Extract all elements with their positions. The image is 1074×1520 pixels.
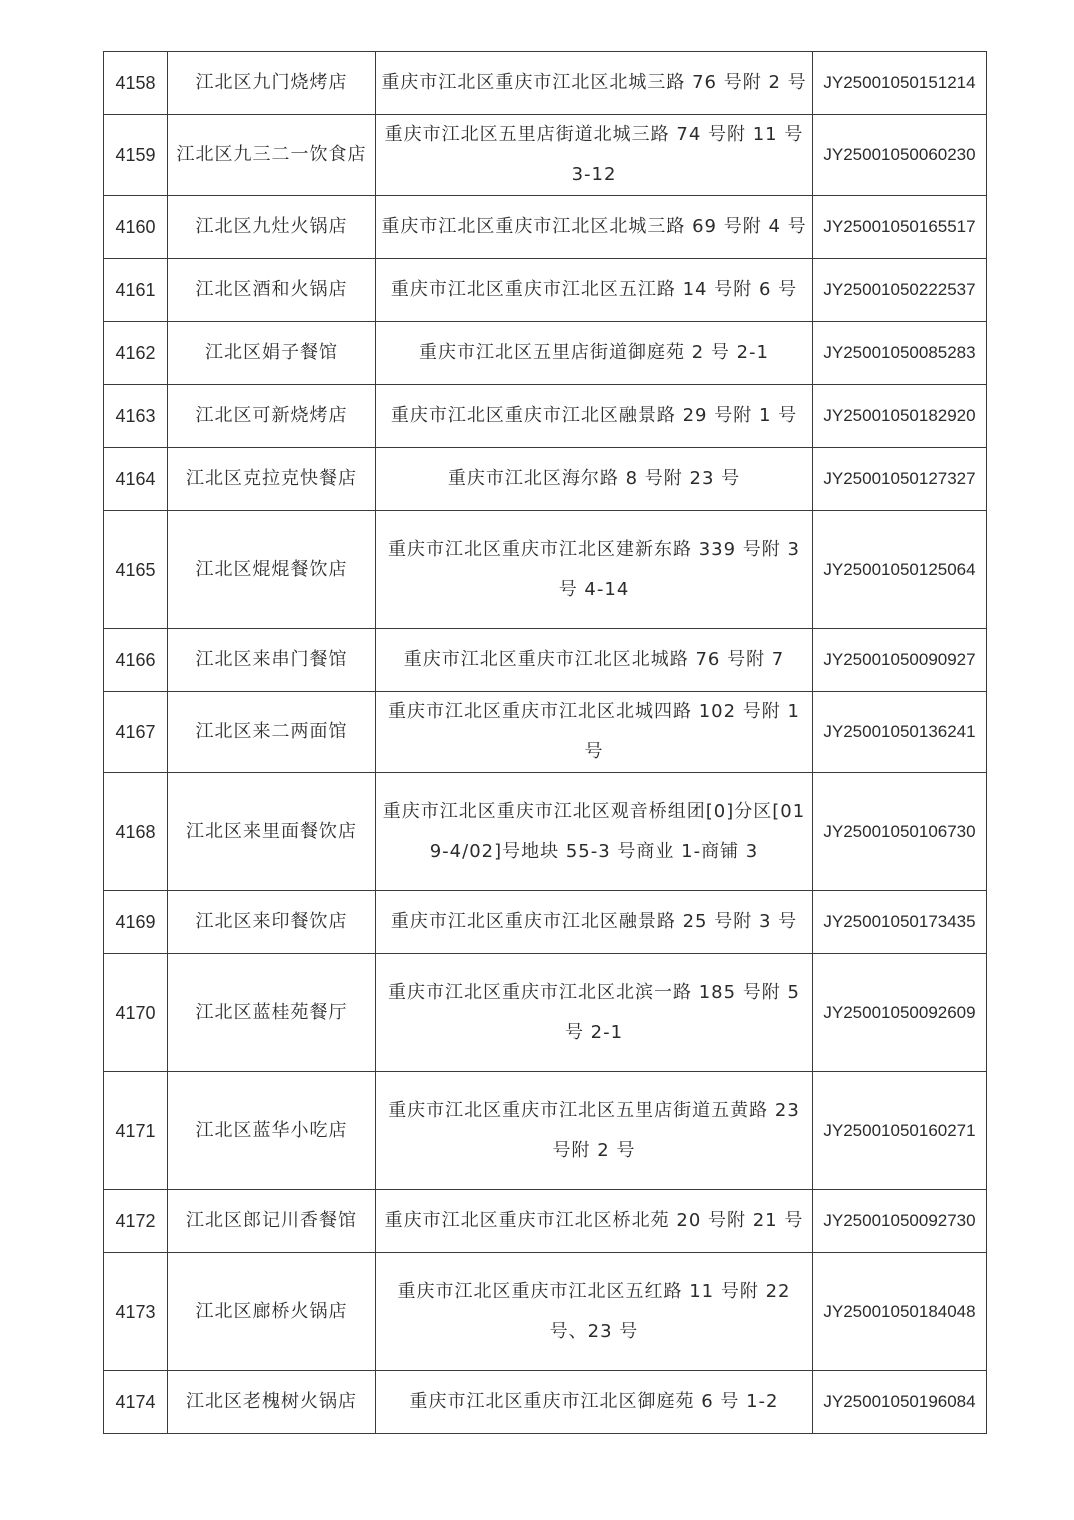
business-name: 江北区九灶火锅店 (168, 196, 376, 259)
license-number: JY25001050222537 (813, 259, 987, 322)
license-number: JY25001050151214 (813, 52, 987, 115)
table-row (104, 891, 987, 954)
row-number: 4166 (104, 629, 168, 692)
business-address: 重庆市江北区重庆市江北区北滨一路 185 号附 5 号 2-1 (376, 954, 813, 1072)
table-row (104, 385, 987, 448)
business-name: 江北区酒和火锅店 (168, 259, 376, 322)
row-number: 4162 (104, 322, 168, 385)
business-address: 重庆市江北区重庆市江北区北城三路 69 号附 4 号 (376, 196, 813, 259)
row-number: 4174 (104, 1371, 168, 1434)
business-name: 江北区来里面餐饮店 (168, 773, 376, 891)
table-row (104, 448, 987, 511)
business-address: 重庆市江北区五里店街道御庭苑 2 号 2-1 (376, 322, 813, 385)
license-number: JY25001050092730 (813, 1190, 987, 1253)
row-number: 4172 (104, 1190, 168, 1253)
license-number: JY25001050136241 (813, 692, 987, 773)
license-number: JY25001050173435 (813, 891, 987, 954)
business-address: 重庆市江北区重庆市江北区桥北苑 20 号附 21 号 (376, 1190, 813, 1253)
table-row (104, 52, 987, 115)
business-name: 江北区九门烧烤店 (168, 52, 376, 115)
business-address: 重庆市江北区重庆市江北区五里店街道五黄路 23 号附 2 号 (376, 1072, 813, 1190)
row-number: 4161 (104, 259, 168, 322)
table-row (104, 322, 987, 385)
business-address: 重庆市江北区重庆市江北区北城路 76 号附 7 (376, 629, 813, 692)
row-number: 4164 (104, 448, 168, 511)
business-name: 江北区蓝华小吃店 (168, 1072, 376, 1190)
business-name: 江北区焜焜餐饮店 (168, 511, 376, 629)
business-name: 江北区九三二一饮食店 (168, 115, 376, 196)
table-row (104, 1371, 987, 1434)
business-address: 重庆市江北区重庆市江北区建新东路 339 号附 3 号 4-14 (376, 511, 813, 629)
business-name: 江北区来二两面馆 (168, 692, 376, 773)
business-name: 江北区克拉克快餐店 (168, 448, 376, 511)
license-number: JY25001050127327 (813, 448, 987, 511)
table-row (104, 1253, 987, 1371)
row-number: 4170 (104, 954, 168, 1072)
business-address: 重庆市江北区海尔路 8 号附 23 号 (376, 448, 813, 511)
license-number: JY25001050090927 (813, 629, 987, 692)
row-number: 4160 (104, 196, 168, 259)
table-row (104, 692, 987, 773)
row-number: 4169 (104, 891, 168, 954)
license-number: JY25001050060230 (813, 115, 987, 196)
business-name: 江北区来串门餐馆 (168, 629, 376, 692)
row-number: 4167 (104, 692, 168, 773)
license-number: JY25001050184048 (813, 1253, 987, 1371)
license-number: JY25001050106730 (813, 773, 987, 891)
business-address: 重庆市江北区重庆市江北区融景路 29 号附 1 号 (376, 385, 813, 448)
business-name: 江北区郎记川香餐馆 (168, 1190, 376, 1253)
business-name: 江北区廊桥火锅店 (168, 1253, 376, 1371)
table-row (104, 115, 987, 196)
table-row (104, 954, 987, 1072)
table-row (104, 259, 987, 322)
license-number: JY25001050092609 (813, 954, 987, 1072)
license-number: JY25001050160271 (813, 1072, 987, 1190)
business-address: 重庆市江北区重庆市江北区观音桥组团[0]分区[019-4/02]号地块 55-3 号商业 1-商铺 3 (376, 773, 813, 891)
row-number: 4173 (104, 1253, 168, 1371)
business-name: 江北区可新烧烤店 (168, 385, 376, 448)
business-address: 重庆市江北区重庆市江北区融景路 25 号附 3 号 (376, 891, 813, 954)
table-row (104, 773, 987, 891)
row-number: 4158 (104, 52, 168, 115)
row-number: 4168 (104, 773, 168, 891)
business-address: 重庆市江北区五里店街道北城三路 74 号附 11 号 3-12 (376, 115, 813, 196)
business-address: 重庆市江北区重庆市江北区五红路 11 号附 22 号、23 号 (376, 1253, 813, 1371)
business-address: 重庆市江北区重庆市江北区北城四路 102 号附 1 号 (376, 692, 813, 773)
license-number: JY25001050125064 (813, 511, 987, 629)
business-address: 重庆市江北区重庆市江北区五江路 14 号附 6 号 (376, 259, 813, 322)
table-row (104, 1072, 987, 1190)
business-address: 重庆市江北区重庆市江北区御庭苑 6 号 1-2 (376, 1371, 813, 1434)
business-name: 江北区老槐树火锅店 (168, 1371, 376, 1434)
business-name: 江北区来印餐饮店 (168, 891, 376, 954)
license-number: JY25001050085283 (813, 322, 987, 385)
row-number: 4165 (104, 511, 168, 629)
table-row (104, 629, 987, 692)
table-row (104, 511, 987, 629)
row-number: 4159 (104, 115, 168, 196)
license-number: JY25001050165517 (813, 196, 987, 259)
business-address: 重庆市江北区重庆市江北区北城三路 76 号附 2 号 (376, 52, 813, 115)
business-name: 江北区娟子餐馆 (168, 322, 376, 385)
license-number: JY25001050182920 (813, 385, 987, 448)
row-number: 4171 (104, 1072, 168, 1190)
table-row (104, 196, 987, 259)
row-number: 4163 (104, 385, 168, 448)
table-row (104, 1190, 987, 1253)
license-number: JY25001050196084 (813, 1371, 987, 1434)
business-name: 江北区蓝桂苑餐厅 (168, 954, 376, 1072)
business-listing-table (103, 51, 987, 1434)
